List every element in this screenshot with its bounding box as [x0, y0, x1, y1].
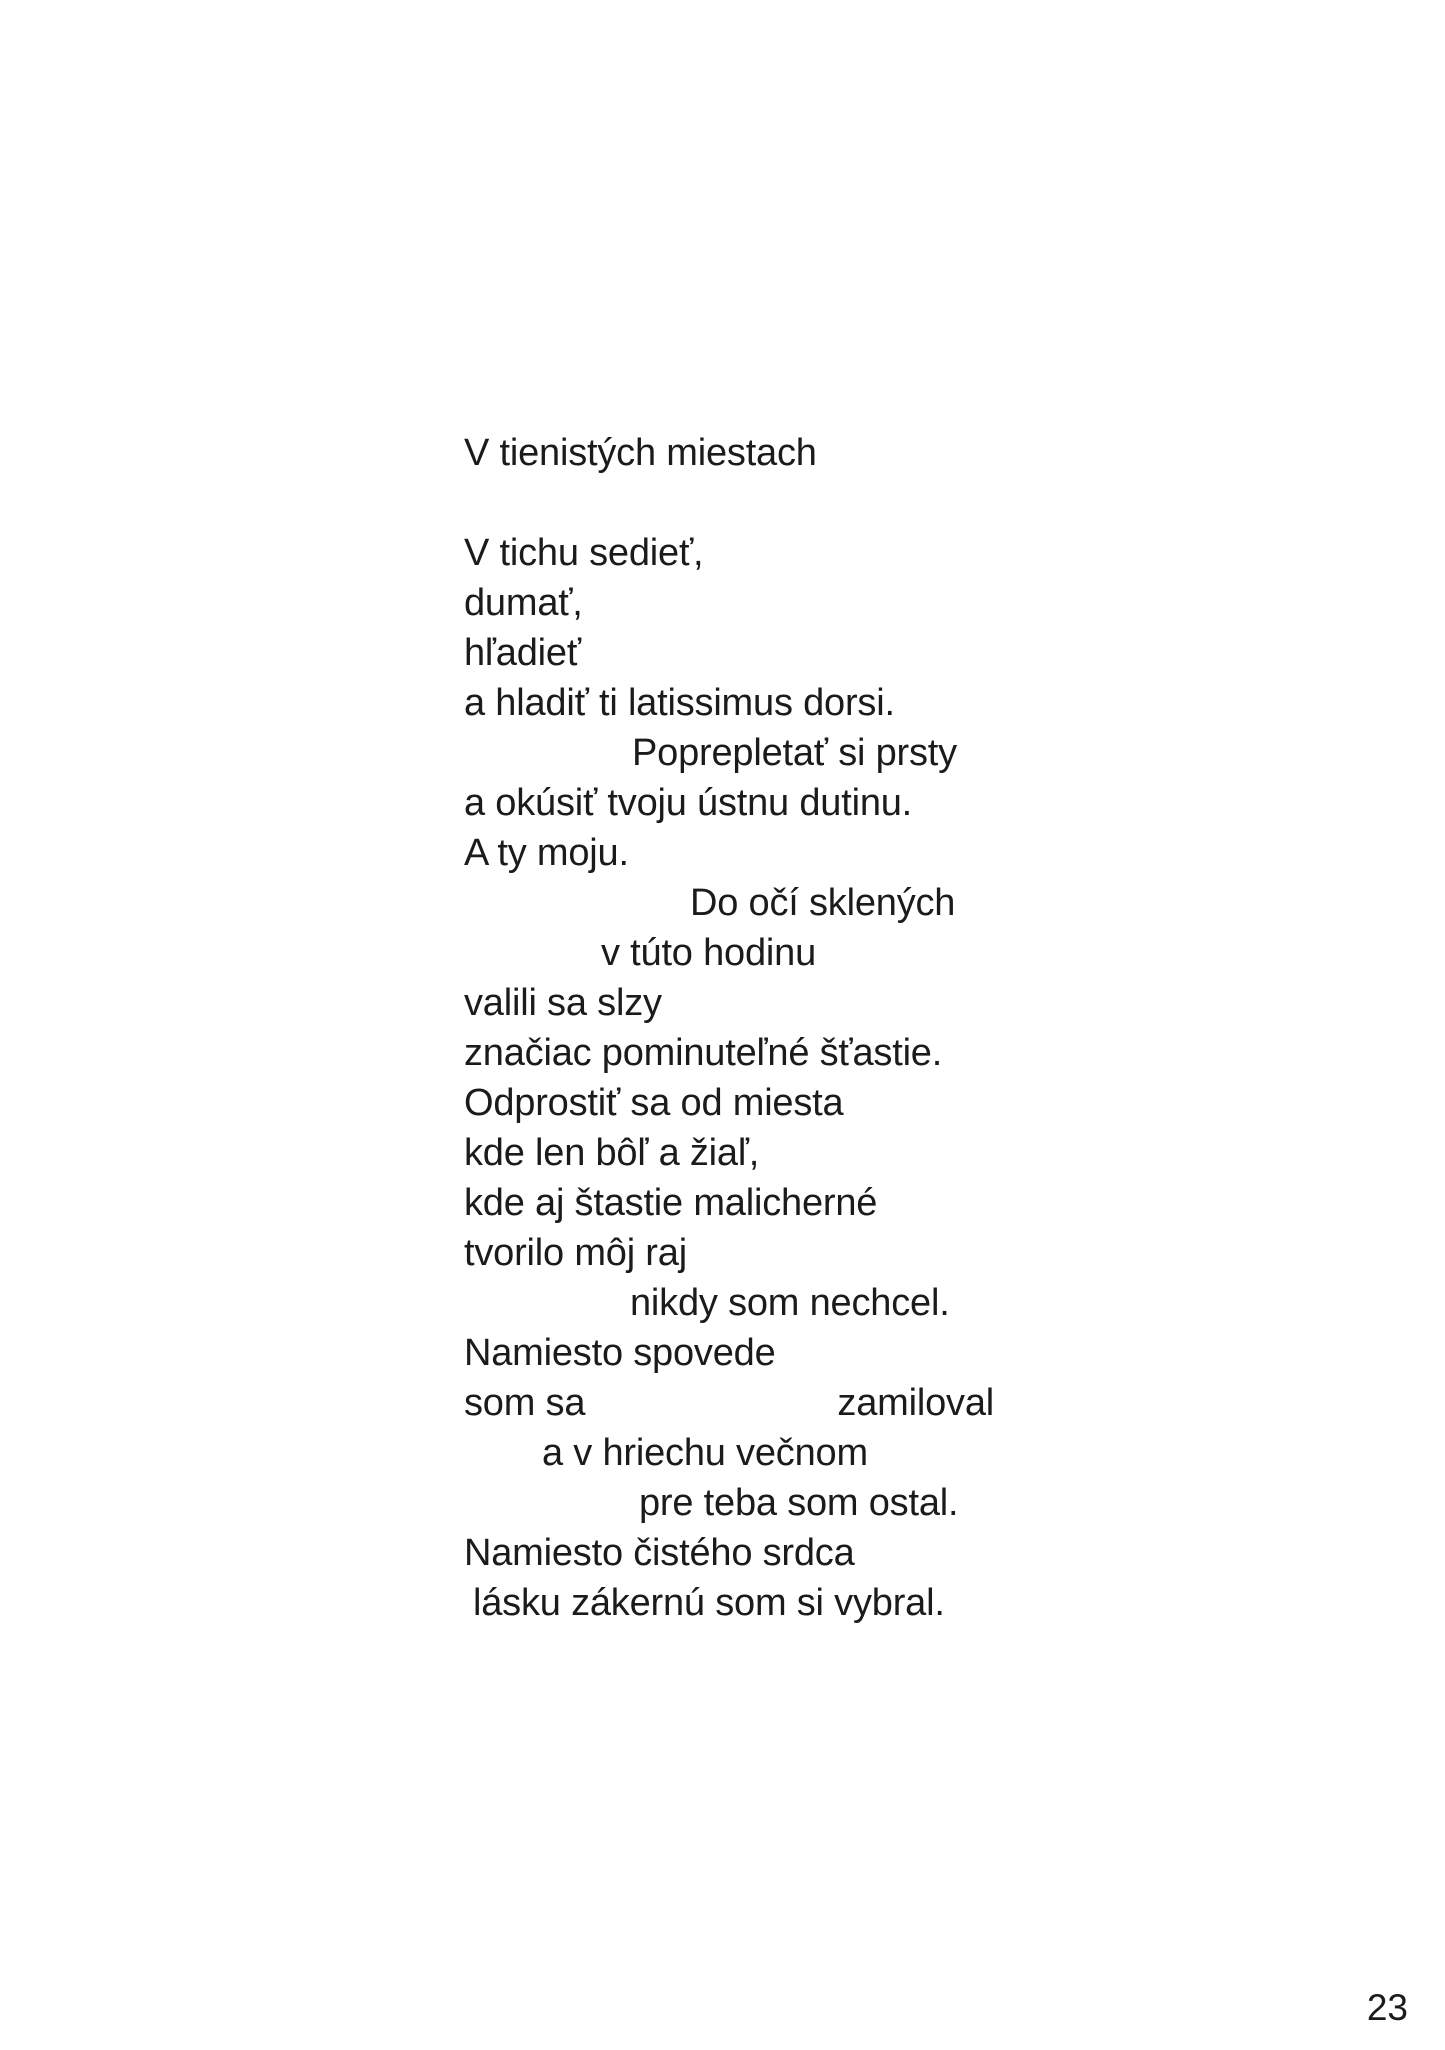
- poem-line: značiac pominuteľné šťastie.: [464, 1032, 943, 1074]
- poem-line-part: zamiloval: [837, 1382, 994, 1424]
- poem-line: nikdy som nechcel.: [630, 1282, 950, 1324]
- poem-line: Namiesto spovede: [464, 1332, 776, 1374]
- poem-line: Namiesto čistého srdca: [464, 1532, 855, 1574]
- poem-line: kde aj štastie malicherné: [464, 1182, 878, 1224]
- poem-line: Poprepletať si prsty: [632, 732, 957, 774]
- poem-line: v túto hodinu: [601, 932, 817, 974]
- poem-line: lásku zákernú som si vybral.: [473, 1582, 945, 1624]
- poem-line: [464, 1378, 994, 1428]
- poem-line: tvorilo môj raj: [464, 1232, 687, 1274]
- poem-line: a hladiť ti latissimus dorsi.: [464, 682, 895, 724]
- poem-title: V tienistých miestach: [464, 432, 817, 474]
- poem-line: a okúsiť tvoju ústnu dutinu.: [464, 782, 913, 824]
- poem-body: [464, 528, 994, 1628]
- poem-line: A ty moju.: [464, 832, 629, 874]
- page-number: 23: [1366, 1987, 1408, 2028]
- poem-line: hľadieť: [464, 632, 581, 674]
- poem-line: V tichu sedieť,: [464, 532, 704, 574]
- poem-line: dumať,: [464, 582, 583, 624]
- poem-line: a v hriechu večnom: [542, 1432, 868, 1474]
- poem-line: Odprostiť sa od miesta: [464, 1082, 844, 1124]
- poem-line: Do očí sklených: [690, 882, 956, 924]
- poem-line: pre teba som ostal.: [639, 1482, 959, 1524]
- poem-line: valili sa slzy: [464, 982, 662, 1024]
- poem-line: kde len bôľ a žiaľ,: [464, 1132, 760, 1174]
- poem-line-part: som sa: [464, 1382, 586, 1424]
